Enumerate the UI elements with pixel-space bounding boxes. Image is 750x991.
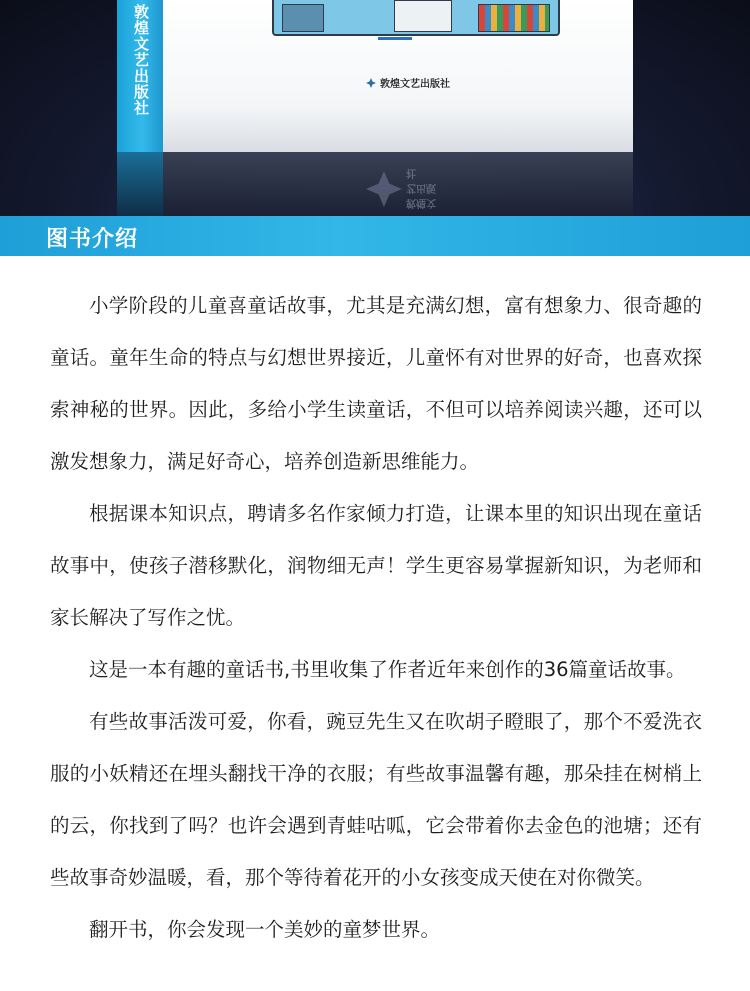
cover-publisher-reflection — [366, 167, 440, 212]
publisher-logo-icon — [366, 78, 376, 88]
cover-publisher-reflection-name: 敦煌文艺出版社 — [405, 167, 436, 208]
book-cover-photo — [0, 0, 750, 216]
section-banner — [0, 216, 750, 256]
description-paragraph: 这是一本有趣的童话书,书里收集了作者近年来创作的36篇童话故事。 — [89, 658, 686, 681]
house-illustration — [394, 0, 452, 32]
book-spine-reflection — [117, 152, 163, 216]
cover-illustration — [272, 0, 560, 36]
description-paragraph: 根据课本知识点，聘请多名作家倾力打造，让课本里的知识出现在童话故事中，使孩子潜移默化，润物细无声！学生更容易掌握新知识，为老师和家长解决了写作之忧。 — [50, 502, 702, 629]
bookshelf-left — [282, 4, 324, 32]
cover-accent-line — [378, 37, 412, 40]
spine-publisher-text: 敦煌文艺出版社 — [132, 4, 150, 116]
bookshelf-right — [478, 4, 550, 32]
description-paragraph: 小学阶段的儿童喜童话故事，尤其是充满幻想，富有想象力、很奇趣的童话。童年生命的特点与幻想世界接近，儿童怀有对世界的好奇，也喜欢探索神秘的世界。因此，多给小学生读童话，不但可以培养阅读兴趣，还可以激发想象力，满足好奇心，培养创造新思维能力。 — [50, 294, 702, 473]
section-title: 图书介绍 — [46, 227, 139, 252]
description-paragraph: 翻开书，你会发现一个美妙的童梦世界。 — [89, 918, 441, 941]
publisher-logo-reflection-icon — [366, 172, 402, 208]
cover-publisher — [366, 75, 450, 90]
description-paragraph: 有些故事活泼可爱，你看，豌豆先生又在吹胡子瞪眼了，那个不爱洗衣服的小妖精还在埋头翻找干净的衣服；有些故事温馨有趣，那朵挂在树梢上的云，你找到了吗？也许会遇到青蛙咕呱，它会带着你去金色的池塘；还有些故事奇妙温暖，看，那个等待着花开的小女孩变成天使在对你微笑。 — [50, 710, 702, 889]
cover-publisher-name: 敦煌文艺出版社 — [380, 79, 450, 90]
book-description — [50, 280, 702, 956]
